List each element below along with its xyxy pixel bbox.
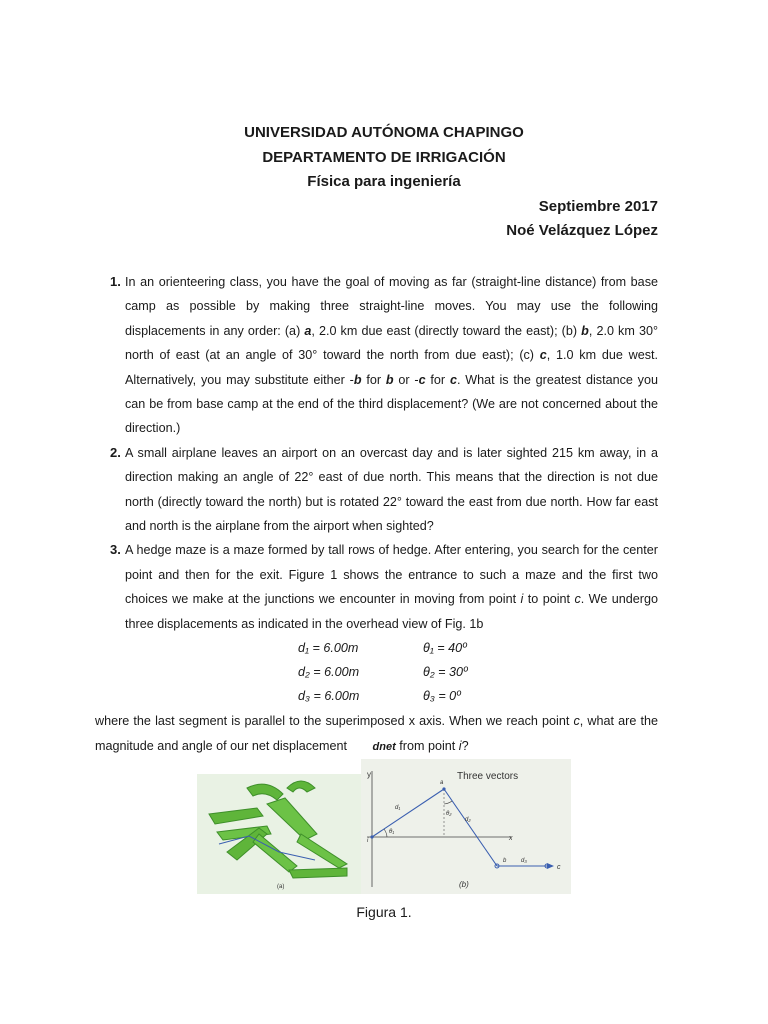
vector-diagram [361, 759, 571, 894]
equation-d3: d₃ = 6.00m [298, 689, 360, 704]
svg-text:i: i [367, 838, 369, 844]
problem-text: A hedge maze is a maze formed by tall rows of hedge. After entering, you search for the center point and then for the exit. Figure 1 shows the entrance to such a maze and the first two choices we make at the junctions we encounter in moving from point i to point c. We undergo three displacements as indicated in the overhead view of Fig. 1b [125, 543, 658, 631]
figure-1a-hedge-maze [197, 774, 363, 894]
vector-d2 [444, 789, 497, 866]
problem-text: In an orienteering class, you have the goal of moving as far (straight-line distance) from base camp as possible by making three straight-line moves. You may use the following displacements in any order: (a) a, 2.0 km due east (directly toward the east); (b) b, 2.0 km 30° north of east (at an angle of 30° toward the north from due east); (c) c, 1.0 km due west. Alternatively, you may substitute either -b for b or -c for c. What is the greatest distance you can be from base camp at the end of the third displacement? (We are not concerned about the direction.) [125, 275, 658, 436]
three-vectors-label: Three vectors [457, 771, 519, 782]
svg-text:b: b [503, 858, 507, 864]
problem-number: 1. [110, 274, 121, 289]
figure-caption: Figura 1. [356, 904, 412, 920]
svg-text:d₁: d₁ [395, 805, 401, 811]
problem-list [95, 270, 658, 759]
university-title: UNIVERSIDAD AUTÓNOMA CHAPINGO [244, 124, 524, 141]
problem-1 [110, 270, 658, 441]
y-axis-label: y [367, 770, 371, 779]
problem-number: 3. [110, 542, 121, 558]
equation-block [110, 636, 658, 709]
equation-theta3: θ₃ = 0º [423, 689, 461, 704]
figure-b-label: (b) [459, 880, 469, 889]
after-equations-text: where the last segment is parallel to the superimposed x axis. When we reach point c, what are the magnitude and angle of our net displacement dnet from point i? [95, 714, 658, 753]
problem-text: A small airplane leaves an airport on an overcast day and is later sighted 215 km away, in a direction making an angle of 22° east of due north. This means that the direction is not due north (directly toward the north) but is rotated 22° toward the east from due north. How far east and north is the airplane from the airport when sighted? [125, 445, 658, 534]
x-axis-label: x [509, 835, 513, 842]
equation-theta1: θ₁ = 40º [423, 641, 467, 656]
point-i [370, 835, 373, 838]
equation-d2: d₂ = 6.00m [298, 665, 360, 680]
figure-1b-vector-diagram [361, 759, 571, 894]
figure-a-label: (a) [277, 884, 285, 890]
course-title: Física para ingeniería [307, 173, 461, 190]
author-line: Noé Velázquez López [506, 222, 658, 239]
svg-text:c: c [557, 864, 561, 871]
date-line: Septiembre 2017 [538, 198, 658, 215]
problem-number: 2. [110, 444, 121, 460]
problem-3 [110, 538, 658, 636]
svg-text:d₃: d₃ [521, 858, 527, 864]
svg-text:θ₁: θ₁ [389, 829, 395, 835]
point-a [442, 787, 445, 790]
vector-d1 [372, 789, 444, 837]
svg-text:a: a [440, 780, 444, 786]
svg-text:d₂: d₂ [465, 817, 471, 823]
svg-text:θ₂: θ₂ [446, 811, 452, 817]
equation-d1: d₁ = 6.00m [298, 641, 359, 656]
problem-2 [110, 441, 658, 539]
hedge-maze-illustration [197, 774, 363, 894]
equation-theta2: θ₂ = 30º [423, 665, 468, 680]
department-title: DEPARTAMENTO DE IRRIGACIÓN [262, 149, 506, 166]
